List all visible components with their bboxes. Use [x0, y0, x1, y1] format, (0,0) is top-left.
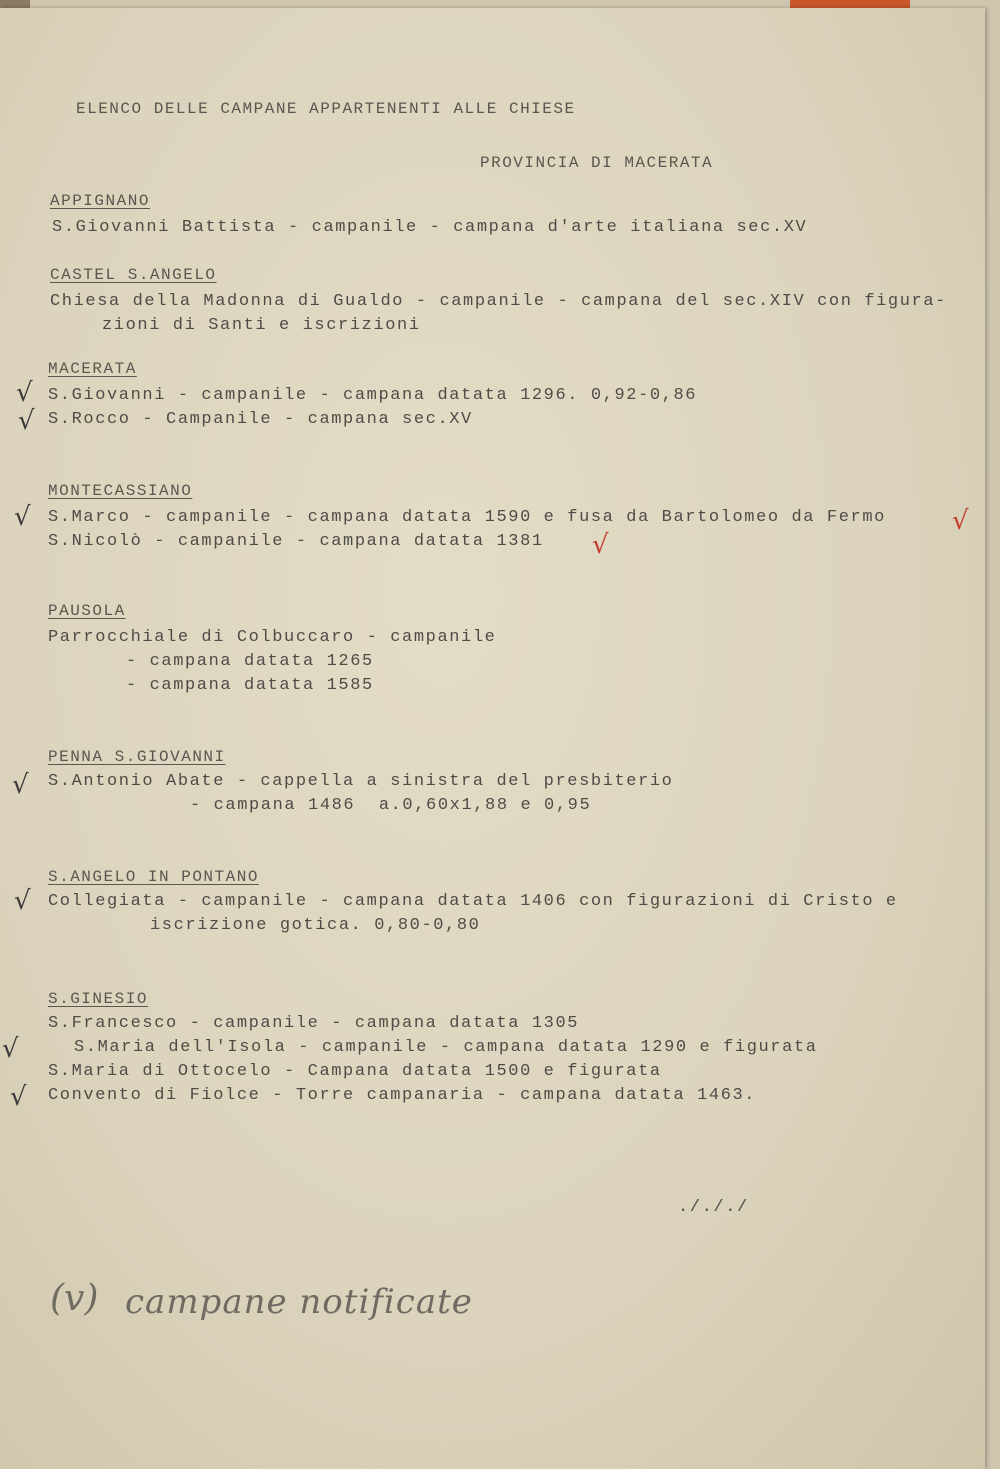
entry-line: S.Marco - campanile - campana datata 1590 e fusa da Bartolomeo da Fermo [48, 508, 886, 527]
check-mark-icon: √ [14, 886, 31, 916]
entry-line: Parrocchiale di Colbuccaro - campanile [48, 628, 497, 647]
section-heading-s-angelo-in-pontano: S.ANGELO IN PONTANO [48, 868, 259, 886]
check-mark-icon: √ [14, 502, 31, 532]
section-heading-penna-s-giovanni: PENNA S.GIOVANNI [48, 748, 226, 766]
section-heading-pausola: PAUSOLA [48, 602, 126, 620]
document-subtitle: PROVINCIA DI MACERATA [480, 154, 714, 172]
entry-line: S.Antonio Abate - cappella a sinistra del presbiterio [48, 772, 674, 791]
section-heading-macerata: MACERATA [48, 360, 137, 378]
section-heading-s-ginesio: S.GINESIO [48, 990, 148, 1008]
entry-line: S.Maria dell'Isola - campanile - campana datata 1290 e figurata [74, 1038, 818, 1057]
entry-line: S.Giovanni Battista - campanile - campana d'arte italiana sec.XV [52, 218, 808, 237]
entry-line: S.Rocco - Campanile - campana sec.XV [48, 410, 473, 429]
red-check-mark-icon: √ [592, 530, 609, 560]
document-page [0, 8, 985, 1469]
handwritten-check-mark: (v) [50, 1278, 99, 1319]
section-heading-montecassiano: MONTECASSIANO [48, 482, 193, 500]
entry-line: Collegiata - campanile - campana datata 1406 con figurazioni di Cristo e [48, 892, 898, 911]
section-heading-castel-s-angelo: CASTEL S.ANGELO [50, 266, 217, 284]
entry-line: S.Nicolò - campanile - campana datata 1381 [48, 532, 544, 551]
handwritten-note: campane notificate [125, 1282, 473, 1322]
check-mark-icon: √ [18, 406, 35, 436]
entry-line: - campana datata 1585 [126, 676, 374, 695]
entry-line: - campana 1486 a.0,60x1,88 e 0,95 [190, 796, 592, 815]
section-heading-appignano: APPIGNANO [50, 192, 150, 210]
entry-line: Chiesa della Madonna di Gualdo - campanile - campana del sec.XIV con figura- [50, 292, 947, 311]
entry-line: - campana datata 1265 [126, 652, 374, 671]
check-mark-icon: √ [16, 378, 33, 408]
entry-line: S.Maria di Ottocelo - Campana datata 1500 e figurata [48, 1062, 662, 1081]
document-title: ELENCO DELLE CAMPANE APPARTENENTI ALLE CHIESE [76, 100, 576, 118]
check-mark-icon: √ [10, 1082, 27, 1112]
entry-line: S.Francesco - campanile - campana datata 1305 [48, 1014, 580, 1033]
entry-line: Convento di Fiolce - Torre campanaria - campana datata 1463. [48, 1086, 757, 1105]
end-mark: ./././ [678, 1198, 749, 1217]
entry-line: zioni di Santi e iscrizioni [102, 316, 421, 335]
check-mark-icon: √ [2, 1034, 19, 1064]
entry-line: iscrizione gotica. 0,80-0,80 [150, 916, 481, 935]
check-mark-icon: √ [12, 770, 29, 800]
red-check-mark-icon: √ [952, 506, 969, 536]
entry-line: S.Giovanni - campanile - campana datata 1296. 0,92-0,86 [48, 386, 698, 405]
